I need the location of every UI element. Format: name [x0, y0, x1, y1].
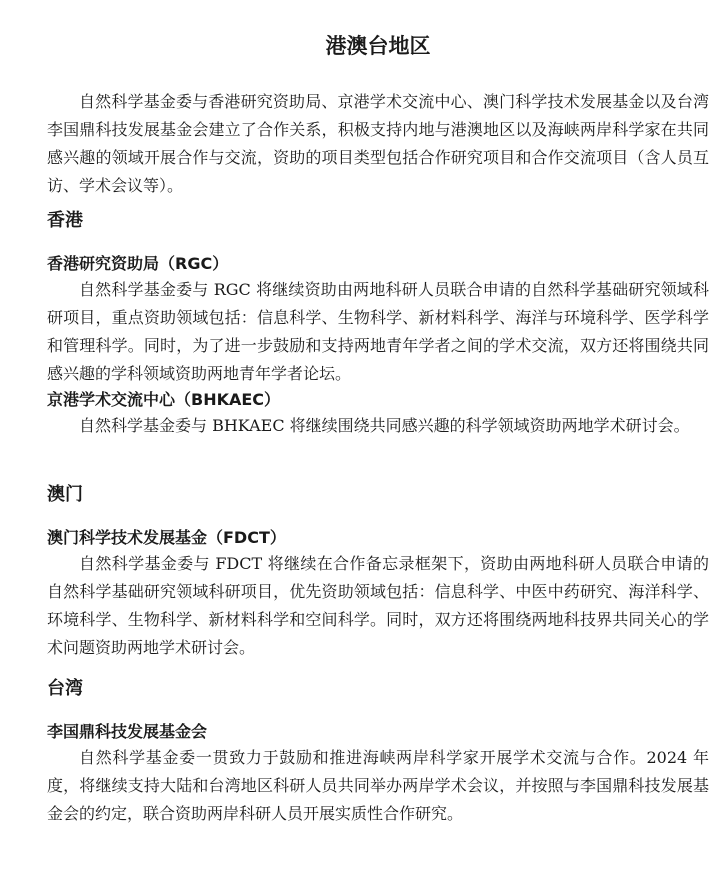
org-heading-rgc: 香港研究资助局（RGC）	[47, 254, 229, 273]
region-heading-macau: 澳门	[47, 484, 83, 505]
region-heading-taiwan: 台湾	[47, 678, 83, 699]
org-heading-lkt: 李国鼎科技发展基金会	[47, 722, 208, 741]
org-heading-bhkaec: 京港学术交流中心（BHKAEC）	[47, 390, 281, 409]
intro-block	[47, 88, 709, 200]
org-block-bhkaec	[47, 412, 709, 440]
org-paragraph-bhkaec: 自然科学基金委与 BHKAEC 将继续围绕共同感兴趣的科学领域资助两地学术研讨会。	[79, 416, 690, 435]
org-block-rgc	[47, 276, 709, 388]
intro-paragraph: 自然科学基金委与香港研究资助局、京港学术交流中心、澳门科学技术发展基金以及台湾李国鼎科技发展基金会建立了合作关系，积极支持内地与港澳地区以及海峡两岸科学家在共同感兴趣的领域开展合作与交流，资助的项目类型包括合作研究项目和合作交流项目（含人员互访、学术会议等）。	[47, 92, 709, 195]
org-paragraph-fdct: 自然科学基金委与 FDCT 将继续在合作备忘录框架下，资助由两地科研人员联合申请的自然科学基础研究领域科研项目，优先资助领域包括：信息科学、中医中药研究、海洋科学、环境科学、生物科学、新材料科学和空间科学。同时，双方还将围绕两地科技界共同关心的学术问题资助两地学术研讨会。	[47, 554, 709, 657]
region-heading-hongkong: 香港	[47, 210, 83, 231]
org-block-lkt	[47, 744, 709, 828]
org-paragraph-lkt: 自然科学基金委一贯致力于鼓励和推进海峡两岸科学家开展学术交流与合作。2024 年度，将继续支持大陆和台湾地区科研人员共同举办两岸学术会议，并按照与李国鼎科技发展基金会的约定，联合资助两岸科研人员开展实质性合作研究。	[47, 748, 709, 823]
org-block-fdct	[47, 550, 709, 662]
org-heading-fdct: 澳门科学技术发展基金（FDCT）	[47, 528, 286, 547]
org-paragraph-rgc: 自然科学基金委与 RGC 将继续资助由两地科研人员联合申请的自然科学基础研究领域科研项目，重点资助领域包括：信息科学、生物科学、新材料科学、海洋与环境科学、医学科学和管理科学。同时，为了进一步鼓励和支持两地青年学者之间的学术交流，双方还将围绕共同感兴趣的学科领域资助两地青年学者论坛。	[47, 280, 709, 383]
page-title: 港澳台地区	[325, 34, 431, 58]
